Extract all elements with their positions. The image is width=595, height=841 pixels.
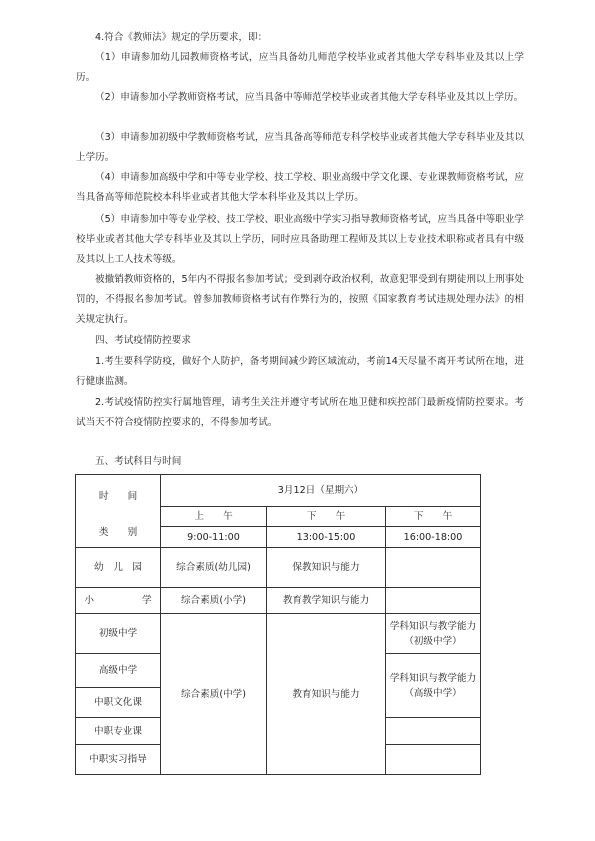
table-row [76,614,481,654]
category-voc-major: 中职专业课 [76,718,161,745]
subject-kindergarten-am: 综合素质(幼儿园) [161,548,267,588]
subject-middle-pm1: 教育知识与能力 [267,614,386,775]
subject-primary-pm1: 教育教学知识与能力 [267,588,386,614]
section-heading-epidemic: 四、考试疫情防控要求 [95,335,191,346]
paragraph-revoked-note: 被撤销教师资格的，5年内不得报名参加考试；受到剥夺政治权利，故意犯罪受到有期徒刑以上刑事处罚的，不得报名参加考试。曾参加教师资格考试有作弊行为的，按照《国家教育考试违规处理办法》的相关规定执行。 [76,274,524,325]
category-voc-intern: 中职实习指导 [76,745,161,775]
category-senior: 高级中学 [76,654,161,688]
subject-voc-intern-pm2 [386,745,481,775]
subject-primary-am: 综合素质(小学) [161,588,267,614]
subject-junior-pm2: 学科知识与教学能力（初级中学） [386,614,481,654]
exam-date: 3月12日（星期六） [161,475,481,507]
session-label-pm1: 下 午 [267,506,386,527]
subject-kindergarten-pm1: 保教知识与能力 [267,548,386,588]
category-primary: 小 学 [76,588,161,614]
subject-voc-major-pm2 [386,718,481,745]
category-voc-culture: 中职文化课 [76,688,161,718]
session-time-am: 9:00-11:00 [161,527,267,548]
session-label-pm2: 下 午 [386,506,481,527]
paragraph-qualification-4: 4.符合《教师法》规定的学历要求，即： [95,32,268,43]
session-time-pm2: 16:00-18:00 [386,527,481,548]
paragraph-kindergarten-req: （1）申请参加幼儿园教师资格考试，应当具备幼儿师范学校毕业或者其他大学专科毕业及其以上学历。 [76,52,524,83]
header-corner-cell [76,475,161,548]
subject-senior-pm2: 学科知识与教学能力（高级中学） [386,654,481,718]
table-row [76,548,481,588]
paragraph-vocational-req: （5）申请参加中等专业学校、技工学校、职业高级中学实习指导教师资格考试，应当具备中等职业学校毕业或者其他大学专科毕业及其以上学历，同时应具备助理工程师及其以上专业技术职称或者具有中级及其以上工人技术等级。 [76,214,524,265]
session-time-pm1: 13:00-15:00 [267,527,386,548]
paragraph-primary-req: （2）申请参加小学教师资格考试，应当具备中等师范学校毕业或者其他大学专科毕业及其以上学历。 [95,92,524,103]
exam-schedule-table [75,474,481,775]
header-time-label: 时 间 [98,491,138,502]
table-row [76,588,481,614]
header-category-label: 类 别 [98,527,138,538]
subject-primary-pm2 [386,588,481,614]
paragraph-senior-req: （4）申请参加高级中学和中等专业学校、技工学校、职业高级中学文化课、专业课教师资格考试，应当具备高等师范院校本科毕业或者其他大学本科毕业及其以上学历。 [76,172,524,203]
subject-kindergarten-pm2 [386,548,481,588]
paragraph-epidemic-1: 1.考生要科学防疫，做好个人防护，备考期间减少跨区域流动，考前14天尽量不离开考试所在地，进行健康监测。 [76,356,524,387]
paragraph-junior-req: （3）申请参加初级中学教师资格考试，应当具备高等师范专科学校毕业或者其他大学专科毕业及其以上学历。 [76,132,524,163]
session-label-am: 上 午 [161,506,267,527]
section-heading-schedule: 五、考试科目与时间 [95,456,182,467]
category-kindergarten: 幼 儿 园 [76,548,161,588]
category-junior: 初级中学 [76,614,161,654]
paragraph-epidemic-2: 2.考试疫情防控实行属地管理，请考生关注并遵守考试所在地卫健和疾控部门最新疫情防控要求。考试当天不符合疫情防控要求的，不得参加考试。 [76,397,524,428]
table-row [76,475,481,507]
subject-middle-am: 综合素质(中学) [161,614,267,775]
